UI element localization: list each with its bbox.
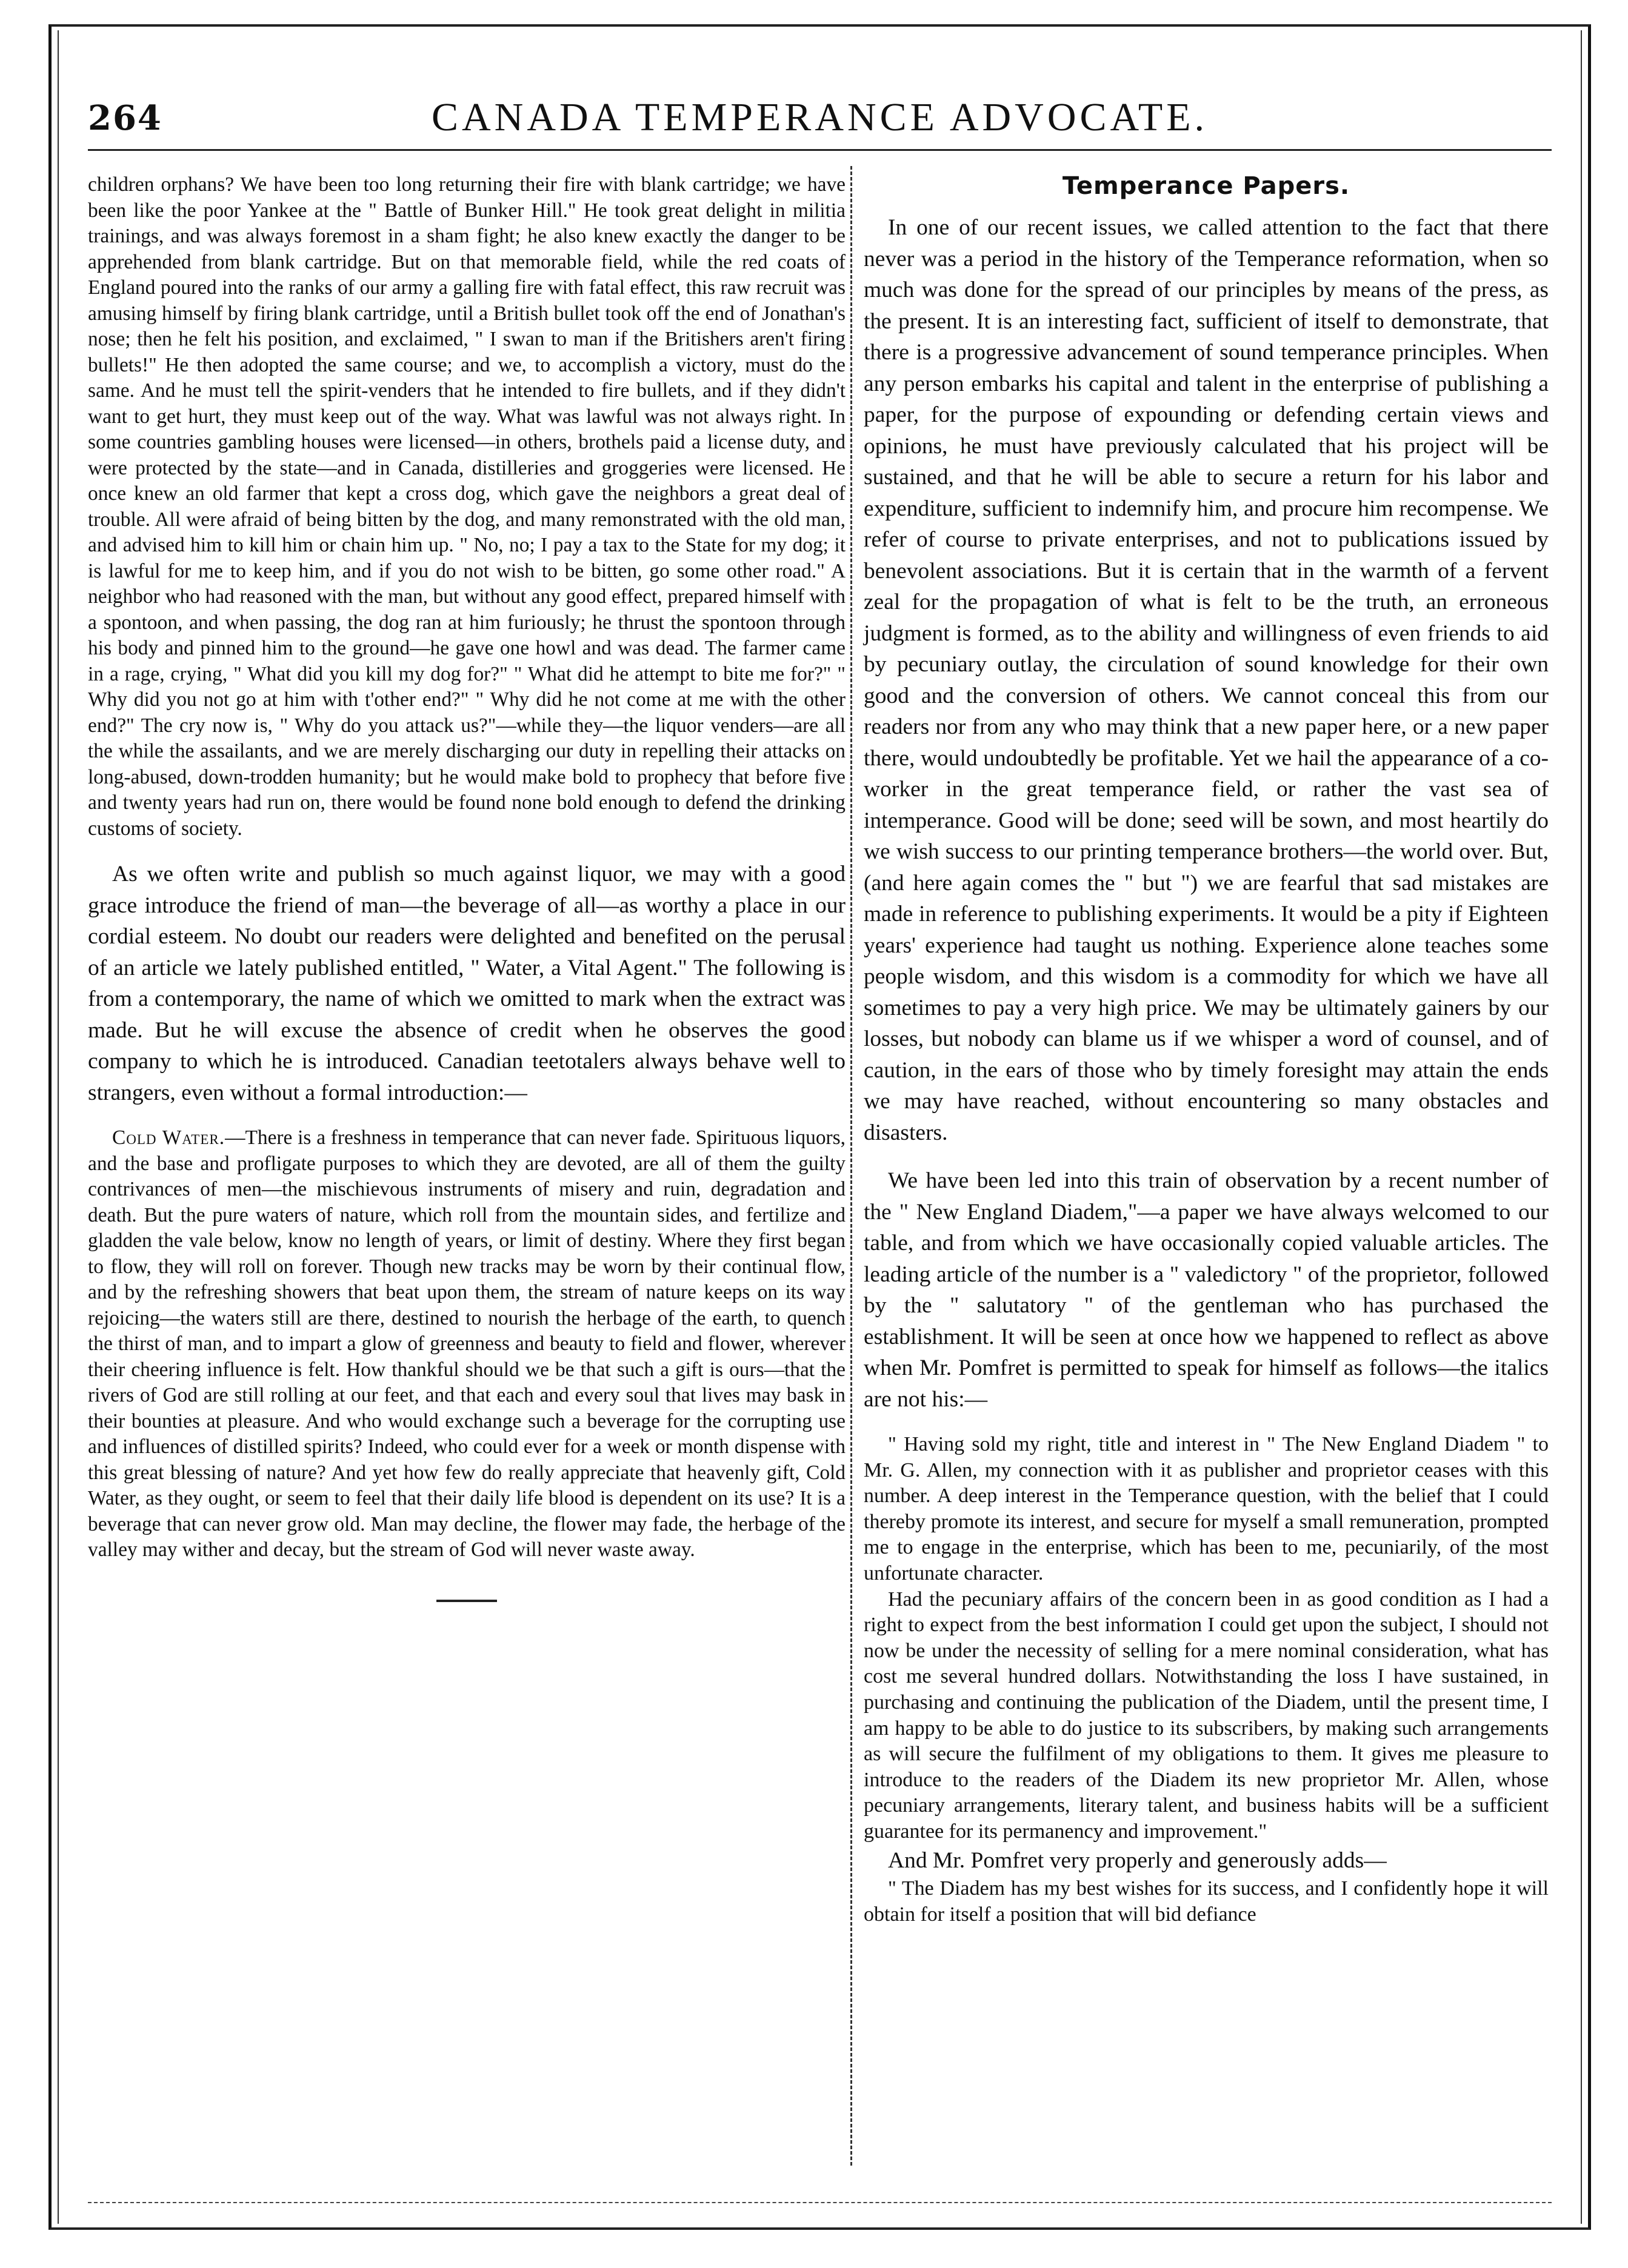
cold-water-lead: Cold Water.	[112, 1126, 225, 1149]
cold-water-extract	[88, 1125, 846, 1563]
article-end-rule	[436, 1600, 497, 1602]
bottom-rule	[88, 2202, 1552, 2203]
section-heading: Temperance Papers.	[1062, 172, 1350, 200]
page-number: 264	[88, 98, 162, 138]
right-paragraph-1: In one of our recent issues, we called attention to the fact that there never was a period in the history of the Temperance reformation, when so much was done for the spread of our principles by means of the press, as the present. It is an interesting fact, sufficient of itself to demonstrate, that there is a progressive advancement of sound temperance principles. When any person embarks his capital and talent in the enterprise of publishing a paper, for the purpose of expounding or defending certain views and opinions, he must have previously calculated that his project will be sustained, and that he will be able to secure a return for his labor and expenditure, sufficient to indemnify him, and procure him recompense. We refer of course to private enterprises, and not to publications issued by benevolent associations. But it is certain that in the warmth of a fervent zeal for the propagation of what is felt to be the truth, an erroneous judgment is formed, as to the ability and willingness of even friends to aid by pecuniary outlay, the circulation of sound knowledge for their own good and the conversion of others. We cannot conceal this from our readers nor from any who may think that a new paper here, or a new paper there, would undoubtedly be profitable. Yet we hail the appearance of a co-worker in the great temperance field, or rather the vast sea of intemperance. Good will be done; seed will be sown, and most heartily do we wish success to our printing temperance brothers—the world over. But, (and here again comes the " but ") we are fearful that sad mistakes are made in reference to publishing experiments. It would be a pity if Eighteen years' experience had taught us nothing. Experience alone teaches some people wisdom, and this wisdom is a commodity for which we have all sometimes to pay a very high price. We may be ultimately gainers by our losses, but nobody can blame us if we whisper a word of counsel, and of caution, in the ears of those who by timely foresight may attain the ends we may have reached, without encountering so many obstacles and disasters.	[864, 215, 1549, 1145]
left-paragraph-2: As we often write and publish so much against liquor, we may with a good grace introduce the friend of man—the beverage of all—as worthy a place in our cordial esteem. No doubt our readers were delighted and benefited on the perusal of an article we lately published entitled, " Water, a Vital Agent." The following is from a contemporary, the name of which we omitted to mark when the extract was made. But he will excuse the absence of credit when he observes the good company to which he is introduced. Canadian teetotalers always behave well to strangers, even without a formal introduction:—	[88, 862, 846, 1105]
page-header	[88, 95, 1552, 151]
newspaper-title: CANADA TEMPERANCE ADVOCATE.	[431, 95, 1209, 139]
left-column	[88, 172, 846, 1602]
left-paragraph-1: children orphans? We have been too long returning their fire with blank cartridge; we have been like the poor Yankee at the " Battle of Bunker Hill." He took great delight in militia trainings, and was always foremost in a sham fight; he also knew exactly the danger to be apprehended from blank cartridge. But on that memorable field, while the red coats of England poured into the ranks of our army a galling fire with fatal effect, this raw recruit was amusing himself by firing blank cartridge, until a British bullet took off the end of Jonathan's nose; then he felt his position, and exclaimed, " I swan to man if the Britishers aren't firing bullets!" He then adopted the same course; and we, to accomplish a victory, must do the same. And he must tell the spirit-venders that he intended to fire bullets, and if they didn't want to get hurt, they must keep out of the way. What was lawful was not always right. In some countries gambling houses were licensed—in others, brothels paid a license duty, and were protected by the state—and in Canada, distilleries and groggeries were licensed. He once knew an old farmer that kept a cross dog, which gave the neighbors a great deal of trouble. All were afraid of being bitten by the dog, and many remonstrated with the old man, and advised him to kill him or chain him up. " No, no; I pay a tax to the State for my dog; it is lawful for me to keep him, and if you do not wish to be bitten, go some other road." A neighbor who had reasoned with the man, but without any good effect, prepared himself with a spontoon, and when passing, the dog ran at him furiously; he thrust the spontoon through his body and pinned him to the ground—he gave one howl and was dead. The farmer came in a rage, crying, " What did you kill my dog for?" " What did he attempt to bite me for?" " Why did you not go at him with t'other end?" " Why did he not come at me with the other end?" The cry now is, " Why do you attack us?"—while they—the liquor venders—are all the while the assailants, and we are merely discharging our duty in repelling their attacks on long-abused, down-trodden humanity; but he would make bold to prophecy that before five and twenty years had run on, there would be found none bold enough to defend the drinking customs of society.	[88, 173, 846, 840]
quoted-valedictory-2: Had the pecuniary affairs of the concern been in as good condition as I had a right to expect from the best information I could get upon the subject, I should not now be under the necessity of selling for a mere nominal consideration, what has cost me several hundred dollars. Notwithstanding the loss I have sustained, in purchasing and continuing the publication of the Diadem, until the present time, I am happy to be able to do justice to its subscribers, by making such arrangements as will secure the fulfilment of my obligations to them. It gives me pleasure to introduce to the readers of the Diadem its new proprietor Mr. Allen, whose pecuniary arrangements, literary talent, and business habits will be a sufficient guarantee for its permanency and improvement."	[864, 1588, 1549, 1843]
right-column	[864, 172, 1549, 1927]
right-paragraph-2: We have been led into this train of observation by a recent number of the " New England Diadem,"—a paper we have always welcomed to our table, and from which we have occasionally copied valuable articles. The leading article of the number is a " valedictory " of the proprietor, followed by the " salutatory " of the gentleman who has purchased the establishment. It will be seen at once how we happened to reflect as above when Mr. Pomfret is permitted to speak for himself as follows—the italics are not his:—	[864, 1168, 1549, 1412]
column-divider	[850, 166, 852, 2166]
newspaper-page	[48, 24, 1591, 2230]
right-paragraph-3: And Mr. Pomfret very properly and generously adds—	[888, 1847, 1387, 1873]
quoted-valedictory-1: " Having sold my right, title and interest in " The New England Diadem " to Mr. G. Allen, my connection with it as publisher and proprietor ceases with this number. A deep interest in the Temperance question, with the belief that I could thereby promote its interest, and secure for myself a small remuneration, prompted me to engage in the enterprise, which has been to me, pecuniarily, of the most unfortunate character.	[864, 1433, 1549, 1585]
cold-water-text: —There is a freshness in temperance that can never fade. Spirituous liquors, and the base and profligate purposes to which they are devoted, are all of them the guilty contrivances of men—the mischievous instruments of misery and ruin, degradation and death. But the pure waters of nature, which roll from the mountain sides, and fertilize and gladden the vale below, know no length of years, or limit of destiny. Where they first began to flow, they will roll on forever. Though new tracks may be worn by their continual flow, and by the refreshing showers that beat upon them, the stream of nature keeps on its way rejoicing—the waters still are there, destined to nourish the herbage of the earth, to quench the thirst of man, and to impart a glow of greenness and beauty to field and flower, wherever their cheering influence is felt. How thankful should we be that such a gift is ours—that the rivers of God are still rolling at our feet, and that each and every soul that lives may bask in their bounties at pleasure. And who would exchange such a beverage for the corrupting use and influences of distilled spirits? Indeed, who could ever for a week or month dispense with this great blessing of nature? And yet how few do really appreciate that heavenly gift, Cold Water, as they ought, or seem to feel that their daily life blood is dependent on its use? It is a beverage that can never grow old. Man may decline, the flower may fade, the herbage of the valley may wither and decay, but the stream of God will never waste away.	[88, 1126, 846, 1561]
right-paragraph-4: " The Diadem has my best wishes for its success, and I confidently hope it will obtain for itself a position that will bid defiance	[864, 1877, 1549, 1926]
